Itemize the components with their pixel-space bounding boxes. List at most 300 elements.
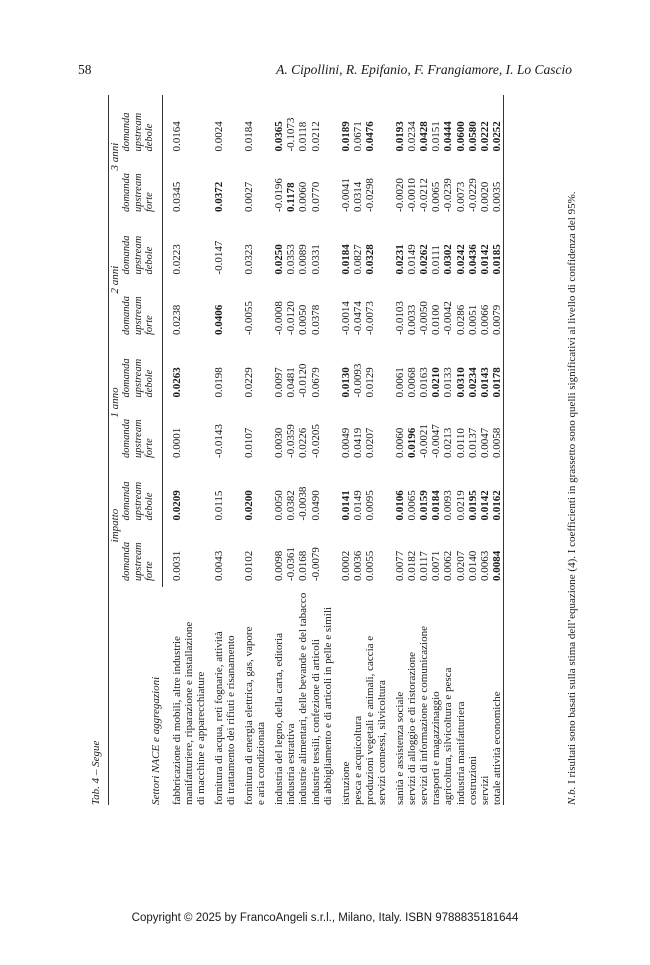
coefficient-cell: 0.0061 — [394, 367, 407, 398]
coefficient-cell: -0.0020 — [394, 178, 407, 213]
table-row — [352, 95, 364, 805]
coefficient-cell: 0.0068 — [406, 367, 419, 398]
coefficient-cell: 0.0102 — [243, 550, 256, 581]
significant-coefficient: 0.0185 — [490, 244, 503, 275]
coefficient-cell: 0.0036 — [351, 550, 364, 581]
coefficient-cell: 0.0058 — [490, 427, 503, 459]
significant-coefficient: 0.0143 — [478, 367, 491, 398]
coefficient-cell — [255, 158, 267, 219]
table-row — [237, 95, 255, 805]
coefficient-cell: 0.0481 — [285, 367, 298, 398]
coefficient-cell: 0.0117 — [418, 551, 431, 581]
significant-coefficient: 0.0600 — [454, 121, 467, 152]
coefficient-cell: -0.0079 — [309, 547, 322, 581]
coefficient-cell: 0.0770 — [309, 181, 322, 213]
coefficient-cell: 0.0331 — [309, 244, 322, 275]
coefficient-cell — [183, 218, 195, 280]
coefficient-cell: 0.0286 — [454, 304, 467, 336]
table-caption: Tab. 4 – Segue — [90, 740, 102, 805]
significant-coefficient: 0.0084 — [490, 550, 503, 581]
coefficient-cell: 0.0490 — [309, 490, 322, 521]
sub-header: domanda upstream forte — [121, 527, 162, 588]
coefficient-cell: 0.0060 — [297, 181, 310, 213]
coefficient-cell — [255, 218, 267, 280]
coefficient-cell: 0.0033 — [406, 304, 419, 336]
table-note — [566, 95, 578, 805]
coefficient-cell: 0.0030 — [273, 427, 286, 459]
row-header: Settori NACE e aggregazioni — [150, 676, 162, 805]
coefficient-cell: 0.0107 — [243, 427, 256, 459]
significant-coefficient: 0.0242 — [454, 244, 467, 275]
coefficient-cell: 0.0047 — [478, 427, 491, 459]
coefficient-cell — [418, 95, 430, 158]
coefficient-cell — [183, 527, 195, 588]
significant-coefficient: 0.0184 — [339, 244, 352, 275]
coefficient-cell: 0.0115 — [212, 490, 225, 521]
coefficient-cell — [364, 218, 376, 280]
table-row — [334, 95, 352, 805]
coefficient-cell — [322, 464, 334, 526]
coefficient-cell — [225, 527, 237, 588]
coefficient-cell: -0.0212 — [418, 178, 431, 213]
coefficient-cell: 0.0671 — [351, 121, 364, 152]
coefficient-cell: -0.0103 — [394, 301, 407, 336]
coefficient-cell — [479, 95, 491, 158]
coefficient-cell — [491, 95, 504, 158]
coefficient-cell: 0.0031 — [170, 550, 183, 581]
coefficient-cell: 0.0002 — [339, 550, 352, 581]
coefficient-cell — [376, 158, 388, 219]
coefficient-cell — [491, 527, 504, 588]
coefficient-cell — [455, 341, 467, 403]
sub-header: domanda upstream debole — [121, 95, 162, 158]
coefficient-cell — [467, 95, 479, 158]
coefficient-cell: 0.0219 — [454, 490, 467, 521]
coefficient-cell: 0.0079 — [490, 304, 503, 336]
note-text: I risultati sono basati sulla stima dell’equazione (4). I coefficienti in grassetto sono quelli significativi al livello di confidenza del 95%. — [566, 191, 578, 784]
coefficient-cell — [255, 95, 267, 158]
group-header: 2 anni — [109, 265, 121, 294]
coefficient-cell: -0.0361 — [285, 547, 298, 581]
sub-header: domanda upstream debole — [121, 464, 162, 526]
coefficient-cell: 0.0027 — [243, 181, 256, 213]
coefficient-cell: 0.0095 — [363, 490, 376, 521]
coefficient-cell: 0.0073 — [454, 181, 467, 213]
table-row — [322, 95, 334, 805]
coefficient-cell: -0.0042 — [442, 301, 455, 336]
coefficient-cell — [195, 341, 207, 403]
coefficient-cell — [322, 341, 334, 403]
coefficient-cell: -0.0147 — [212, 240, 225, 275]
coefficient-cell — [491, 341, 504, 403]
coefficient-cell — [207, 281, 225, 342]
sector-label: totale attività economiche — [490, 691, 503, 805]
coefficient-cell: 0.0314 — [351, 181, 364, 213]
coefficient-cell — [267, 95, 285, 158]
coefficient-cell: 0.0077 — [394, 550, 407, 581]
table-row — [455, 95, 467, 805]
table-row — [285, 95, 297, 805]
coefficient-cell: 0.0212 — [309, 121, 322, 152]
coefficient-cell — [322, 404, 334, 465]
coefficient-cell — [479, 464, 491, 526]
coefficient-cell — [195, 527, 207, 588]
coefficient-cell: 0.0184 — [243, 121, 256, 152]
coefficient-cell — [225, 158, 237, 219]
table-row — [442, 95, 454, 805]
significant-coefficient: 0.0142 — [478, 244, 491, 275]
sub-header: domanda upstream forte — [121, 158, 162, 219]
coefficient-cell — [430, 464, 442, 526]
coefficient-cell — [267, 218, 285, 280]
table-row — [491, 95, 504, 805]
coefficient-cell: -0.0014 — [339, 301, 352, 336]
coefficient-cell — [491, 218, 504, 280]
coefficient-cell: -0.0474 — [351, 301, 364, 336]
coefficient-cell: 0.0118 — [297, 121, 310, 152]
sector-label: e aria condizionata — [255, 721, 268, 805]
coefficient-cell: 0.0055 — [363, 550, 376, 581]
coefficient-cell — [334, 95, 352, 158]
coefficient-cell — [467, 464, 479, 526]
table-row — [195, 95, 207, 805]
coefficient-cell: 0.0198 — [212, 367, 225, 398]
coefficient-cell: 0.0238 — [170, 304, 183, 336]
coefficient-cell — [376, 218, 388, 280]
coefficient-cell — [195, 464, 207, 526]
coefficient-cell — [406, 404, 418, 465]
coefficient-cell: 0.0234 — [406, 121, 419, 152]
coefficient-cell: 0.0001 — [170, 427, 183, 459]
coefficient-cell: 0.0164 — [170, 121, 183, 152]
coefficient-cell — [455, 218, 467, 280]
coefficient-cell — [334, 464, 352, 526]
sector-label: di abbigliamento e di articoli in pelle e simili — [321, 607, 334, 805]
coefficient-cell: -0.0008 — [273, 301, 286, 336]
significant-coefficient: 0.0210 — [430, 367, 443, 398]
coefficient-cell: 0.0093 — [442, 490, 455, 521]
coefficient-cell — [237, 464, 255, 526]
significant-coefficient: 0.0436 — [466, 244, 479, 275]
coefficient-cell: 0.0050 — [273, 490, 286, 521]
coefficient-cell: 0.0679 — [309, 367, 322, 398]
significant-coefficient: 0.0252 — [490, 121, 503, 152]
coefficient-cell: 0.0062 — [442, 550, 455, 581]
significant-coefficient: 0.0231 — [394, 244, 407, 275]
coefficient-cell: 0.0323 — [243, 244, 256, 275]
coefficient-cell — [322, 158, 334, 219]
significant-coefficient: 0.0310 — [454, 367, 467, 398]
sector-label: pesca e acquicoltura — [351, 715, 364, 805]
coefficient-cell: 0.0043 — [212, 550, 225, 581]
significant-coefficient: 0.0159 — [418, 490, 431, 521]
coefficient-cell: 0.0223 — [170, 244, 183, 275]
sector-label: servizi di alloggio e di ristorazione — [406, 651, 419, 805]
coefficient-cell: -0.0229 — [466, 178, 479, 213]
significant-coefficient: 0.0209 — [170, 490, 183, 521]
sub-header: domanda upstream debole — [121, 218, 162, 280]
coefficient-cell — [322, 218, 334, 280]
coefficient-cell — [255, 527, 267, 588]
coefficient-cell: -0.1073 — [285, 117, 298, 152]
rotated-table-block — [90, 95, 580, 805]
sub-header: domanda upstream forte — [121, 281, 162, 342]
coefficient-cell — [376, 341, 388, 403]
coefficient-cell: -0.0055 — [243, 301, 256, 336]
significant-coefficient: 0.0162 — [490, 490, 503, 521]
sub-header: domanda upstream debole — [121, 341, 162, 403]
table-row — [183, 95, 195, 805]
coefficient-cell — [285, 158, 297, 219]
coefficient-cell: -0.0093 — [351, 363, 364, 398]
table-row — [297, 95, 309, 805]
coefficient-cell: -0.0298 — [363, 178, 376, 213]
coefficient-cell — [183, 158, 195, 219]
coefficient-cell — [455, 95, 467, 158]
coefficient-cell: 0.0163 — [418, 367, 431, 398]
coefficient-cell: 0.0098 — [273, 550, 286, 581]
group-header: 3 anni — [109, 142, 121, 171]
significant-coefficient: 0.0328 — [363, 244, 376, 275]
coefficient-cell: -0.0239 — [442, 178, 455, 213]
coefficient-cell — [171, 341, 183, 403]
coefficient-cell — [418, 464, 430, 526]
coefficient-cell: -0.0050 — [418, 301, 431, 336]
coefficient-cell: -0.0205 — [309, 424, 322, 459]
coefficient-cell: 0.0024 — [212, 121, 225, 152]
coefficient-cell — [467, 341, 479, 403]
coefficient-cell: -0.0359 — [285, 424, 298, 459]
group-header: 1 anno — [109, 387, 121, 418]
running-head-authors: A. Cipollini, R. Epifanio, F. Frangiamore, I. Lo Cascio — [276, 62, 572, 77]
significant-coefficient: 0.0189 — [339, 121, 352, 152]
sector-label: produzioni vegetali e animali, caccia e — [363, 635, 376, 805]
sector-label: industria del legno, della carta, editoria — [273, 633, 286, 805]
sector-label: industrie alimentari, delle bevande e del tabacco — [297, 592, 310, 805]
coefficient-cell — [225, 341, 237, 403]
coefficient-cell: -0.0143 — [212, 424, 225, 459]
table-row — [430, 95, 442, 805]
coefficient-cell — [491, 464, 504, 526]
coefficient-cell: 0.0133 — [442, 367, 455, 398]
significant-coefficient: 0.0580 — [466, 121, 479, 152]
sub-header: domanda upstream forte — [121, 404, 162, 465]
coefficient-cell — [183, 95, 195, 158]
significant-coefficient: 0.0178 — [490, 367, 503, 398]
sector-label: di trattamento dei rifiuti e risanamento — [224, 635, 237, 805]
coefficient-cell: -0.0047 — [430, 424, 443, 459]
coefficient-cell — [183, 281, 195, 342]
coefficient-cell — [322, 95, 334, 158]
copyright-footer: Copyright © 2025 by FrancoAngeli s.r.l., Milano, Italy. ISBN 9788835181644 — [131, 912, 519, 924]
coefficient-cell — [376, 281, 388, 342]
coefficient-cell: -0.0021 — [418, 424, 431, 459]
coefficient-cell — [467, 218, 479, 280]
significant-coefficient: 0.0263 — [170, 367, 183, 398]
coefficient-cell — [225, 281, 237, 342]
coefficient-cell — [334, 218, 352, 280]
significant-coefficient: 0.0302 — [442, 244, 455, 275]
coefficient-cell: 0.0051 — [466, 304, 479, 336]
table-row — [376, 95, 388, 805]
group-header: impatto — [109, 508, 121, 543]
significant-coefficient: 0.0222 — [478, 121, 491, 152]
coefficient-cell: 0.0168 — [297, 550, 310, 581]
significant-coefficient: 0.0428 — [418, 121, 431, 152]
coefficient-cell — [195, 404, 207, 465]
sector-label: istruzione — [339, 761, 352, 805]
coefficient-cell — [479, 218, 491, 280]
table-row — [388, 95, 406, 805]
coefficient-cell: 0.0827 — [351, 244, 364, 275]
coefficient-cell: 0.0066 — [478, 304, 491, 336]
coefficient-cell: -0.0041 — [339, 178, 352, 213]
coefficient-cell: 0.0137 — [466, 427, 479, 459]
coefficient-cell: -0.0073 — [363, 301, 376, 336]
significant-coefficient: 0.0234 — [466, 367, 479, 398]
significant-coefficient: 0.0106 — [394, 490, 407, 521]
sector-label: di macchine e apparecchiature — [194, 671, 207, 805]
table-row — [418, 95, 430, 805]
coefficient-cell — [442, 218, 454, 280]
sector-label: fornitura di acqua, reti fognarie, attività — [212, 631, 225, 805]
page-number: 58 — [78, 62, 92, 77]
coefficient-cell: 0.0060 — [394, 427, 407, 459]
coefficient-cell: 0.0229 — [243, 367, 256, 398]
coefficient-cell — [195, 218, 207, 280]
table-row — [225, 95, 237, 805]
coefficient-cell: -0.0120 — [285, 301, 298, 336]
coefficient-cell: 0.0050 — [297, 304, 310, 336]
coefficient-cell — [171, 464, 183, 526]
coefficient-cell — [376, 95, 388, 158]
coefficient-cell — [195, 95, 207, 158]
coefficient-cell: 0.0111 — [430, 245, 443, 275]
coefficient-cell — [183, 464, 195, 526]
coefficient-cell: 0.0207 — [363, 427, 376, 459]
coefficient-cell — [334, 341, 352, 403]
table-row — [406, 95, 418, 805]
significant-coefficient: 0.0184 — [430, 490, 443, 521]
coefficient-cell: 0.0065 — [430, 181, 443, 213]
coefficient-cell — [322, 281, 334, 342]
coefficient-cell: -0.0038 — [297, 486, 310, 521]
coefficient-cell — [364, 95, 376, 158]
sector-label: servizi connessi, silvicoltura — [376, 680, 388, 805]
coefficient-cell — [376, 404, 388, 465]
coefficient-cell — [183, 341, 195, 403]
coefficient-cell: -0.0010 — [406, 178, 419, 213]
coefficient-cell: 0.0110 — [454, 428, 467, 459]
significant-coefficient: 0.0142 — [478, 490, 491, 521]
coefficient-cell: 0.0129 — [363, 367, 376, 398]
coefficient-cell — [430, 341, 442, 403]
sector-label: sanità e assistenza sociale — [394, 691, 407, 805]
coefficient-cell: 0.0149 — [406, 244, 419, 275]
significant-coefficient: 0.0372 — [212, 181, 225, 213]
significant-coefficient: 0.1178 — [285, 182, 298, 213]
significant-coefficient: 0.0195 — [466, 490, 479, 521]
note-prefix: N.b. — [566, 786, 578, 805]
sector-label: costruzioni — [466, 756, 479, 805]
table-row — [267, 95, 285, 805]
coefficient-cell: 0.0378 — [309, 304, 322, 336]
sector-label: servizi — [478, 775, 491, 805]
coefficient-cell — [388, 95, 406, 158]
coefficient-cell: 0.0089 — [297, 244, 310, 275]
coefficient-cell — [225, 404, 237, 465]
coefficient-cell: 0.0149 — [351, 490, 364, 521]
sector-label: manifatturiere, riparazione e installazione — [182, 621, 195, 805]
coefficient-cell — [195, 158, 207, 219]
sector-label: industria estrattiva — [285, 723, 298, 805]
coefficient-cell — [376, 464, 388, 526]
table-row — [310, 95, 322, 805]
significant-coefficient: 0.0365 — [273, 121, 286, 152]
coefficient-cell: 0.0207 — [454, 550, 467, 581]
significant-coefficient: 0.0406 — [212, 304, 225, 336]
coefficient-cell — [183, 404, 195, 465]
coefficient-cell: 0.0353 — [285, 244, 298, 275]
coefficient-cell: 0.0182 — [406, 550, 419, 581]
coefficient-cell — [195, 281, 207, 342]
table-row — [364, 95, 376, 805]
coefficient-cell: 0.0049 — [339, 427, 352, 459]
coefficient-cell — [255, 341, 267, 403]
coefficient-cell — [442, 95, 454, 158]
sector-label: industrie tessili, confezione di articoli — [309, 639, 322, 805]
coefficient-cell — [388, 218, 406, 280]
coefficient-cell — [255, 404, 267, 465]
coefficient-cell: 0.0097 — [273, 367, 286, 398]
significant-coefficient: 0.0200 — [243, 490, 256, 521]
coefficient-cell — [418, 218, 430, 280]
coefficient-cell — [255, 281, 267, 342]
coefficient-cell — [255, 464, 267, 526]
coefficient-cell — [225, 218, 237, 280]
significant-coefficient: 0.0250 — [273, 244, 286, 275]
coefficient-cell — [376, 527, 388, 588]
coefficient-cell: 0.0382 — [285, 490, 298, 521]
page-header — [0, 62, 650, 82]
coefficient-cell — [225, 464, 237, 526]
coefficient-cell: 0.0226 — [297, 427, 310, 459]
sector-label: agricoltura, silvicoltura e pesca — [442, 667, 455, 805]
sector-label: fabbricazione di mobili, altre industrie — [170, 636, 183, 805]
coefficient-cell: 0.0065 — [406, 490, 419, 521]
table-row — [479, 95, 491, 805]
coefficient-cell: 0.0419 — [351, 427, 364, 459]
results-table — [108, 95, 504, 805]
coefficient-cell: 0.0345 — [170, 181, 183, 213]
significant-coefficient: 0.0141 — [339, 490, 352, 521]
table-row — [171, 95, 183, 805]
coefficient-cell — [479, 341, 491, 403]
coefficient-cell: -0.0120 — [297, 363, 310, 398]
table-row — [207, 95, 225, 805]
coefficient-cell — [225, 95, 237, 158]
coefficient-cell: 0.0035 — [490, 181, 503, 213]
coefficient-cell: 0.0100 — [430, 304, 443, 336]
significant-coefficient: 0.0262 — [418, 244, 431, 275]
coefficient-cell: 0.0071 — [430, 550, 443, 581]
coefficient-cell: 0.0140 — [466, 550, 479, 581]
table-row — [467, 95, 479, 805]
significant-coefficient: 0.0130 — [339, 367, 352, 398]
coefficient-cell — [388, 464, 406, 526]
significant-coefficient: 0.0193 — [394, 121, 407, 152]
coefficient-cell: -0.0196 — [273, 178, 286, 213]
